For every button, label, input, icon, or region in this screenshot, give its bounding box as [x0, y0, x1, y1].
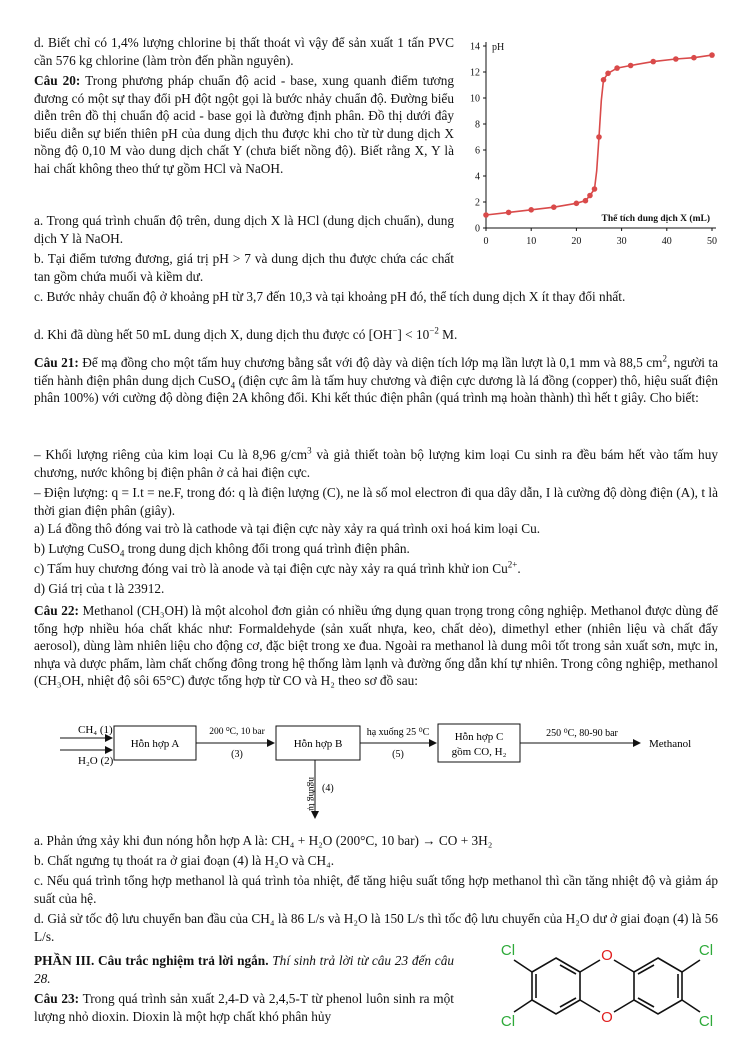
titration-chart-svg — [460, 34, 722, 256]
q21-c-sup: 2+ — [507, 559, 518, 570]
y-tick-label: 14 — [470, 41, 480, 53]
flow-cond-final: 250 ⁰C, 80-90 bar — [546, 728, 618, 739]
x-tick-label: 40 — [661, 236, 672, 247]
q21-note-1 — [34, 446, 718, 481]
data-point — [574, 201, 580, 207]
q21-b-post: trong dung dịch không đổi trong quá trình điện phân. — [124, 541, 410, 556]
q21-b-sub: 4 — [119, 548, 125, 559]
dioxin-cl-top-left: Cl — [500, 942, 516, 959]
q21-b-pre: b) Lượng CuSO — [34, 541, 120, 556]
dioxin-structure — [494, 938, 720, 1042]
q19-option-d: d. Biết chỉ có 1,4% lượng chlorine bị thất thoát vì vậy để sản xuất 1 tấn PVC cần 576 kg chlorine (làm tròn đến phần nguyên). — [34, 35, 454, 68]
part3-note: Thí sinh trả lời từ câu 23 đến câu 28. — [34, 953, 454, 986]
data-point — [583, 198, 589, 204]
q20-option-d — [34, 326, 718, 344]
q22-option-c: c. Nếu quá trình tổng hợp methanol là quá trình tỏa nhiệt, để tăng hiệu suất tổng hợp methanol thì cần tăng nhiệt độ và giảm áp suất của hệ. — [34, 873, 718, 906]
methanol-flow-svg — [34, 722, 718, 828]
y-tick-label: 0 — [475, 223, 480, 235]
q21-c-post: . — [517, 561, 521, 576]
q22-option-d: d. Giả sử tốc độ lưu chuyển ban đầu của CH₄ là 86 L/s và H₂O là 150 L/s thì tốc độ lưu chuyển của H₂O dư ở giai đoạn (4) là 56 L/s. — [34, 911, 718, 944]
q20-option-c: c. Bước nhảy chuẩn độ ở khoảng pH từ 3,7 đến 10,3 và tại khoảng pH đó, thể tích dung dịch X ít thay đổi nhất. — [34, 289, 626, 304]
dioxin-o-bottom: O — [601, 1009, 613, 1026]
q20-option-b: b. Tại điểm tương đương, giá trị pH > 7 và dung dịch thu được chứa các chất tan gồm chứa muối và kiềm dư. — [34, 251, 454, 284]
dioxin-cl-bottom-left: Cl — [500, 1013, 516, 1030]
q21-stem — [34, 354, 718, 407]
flow-step-5: (5) — [392, 749, 404, 760]
q20-d-sup1: − — [392, 325, 398, 336]
flow-box-a-label: Hỗn hợp A — [130, 738, 180, 750]
q20-stem-text: Trong phương pháp chuẩn độ acid - base, xung quanh điểm tương đương có một sự thay đổi pH đột ngột gọi là bước nhảy chuẩn độ. Đường biểu diễn trên đồ thị chuẩn độ acid - base gọi là đường định phân. Đồ thị dưới đây biểu diễn sự biến thiên pH của dung dịch thu được khi cho từ từ dung dịch X nồng độ 0,10 M vào dung dịch chất Y (chưa biết nồng độ). Biết rằng X, Y là hai chất không theo thứ tự gồm HCl và NaOH. — [34, 73, 454, 176]
data-point — [483, 212, 489, 218]
flow-step-3: (3) — [231, 749, 243, 760]
q21-stem-3: (điện cực âm là tấm huy chương và điện cực dương là lá đồng (copper) thô, hiệu suất điện phân 100%) với cường độ dòng điện 2A không đổi. Khi kết thúc điện phân (quá trình mạ hoàn thành) thì hết t giây. Cho biết: — [34, 372, 718, 406]
data-point — [601, 77, 607, 83]
data-point — [528, 207, 534, 213]
methanol-flow-diagram — [34, 722, 718, 828]
q22-stem — [34, 602, 718, 690]
q21-c-pre: c) Tấm huy chương đóng vai trò là anode và tại điện cực này xảy ra quá trình khử ion Cu — [34, 561, 508, 576]
q21-option-d: d) Giá trị của t là 23912. — [34, 581, 165, 596]
part3-title: PHẦN III. Câu trắc nghiệm trả lời ngắn. — [34, 953, 269, 968]
q21-label: Câu 21: — [34, 355, 79, 370]
q20-option-a: a. Trong quá trình chuẩn độ trên, dung dịch X là HCl (dung dịch chuẩn), dung dịch Y là NaOH. — [34, 213, 454, 246]
q21-option-b — [34, 540, 718, 558]
q20-label: Câu 20: — [34, 73, 81, 88]
flow-cond-5: hạ xuống 25 ⁰C — [366, 727, 430, 738]
q22-option-a: a. Phản ứng xảy khi đun nóng hỗn hợp A là: CH₄ + H₂O (200°C, 10 bar) → CO + 3H₂ — [34, 833, 493, 848]
data-point — [650, 59, 656, 65]
q22-option-b: b. Chất ngưng tụ thoát ra ở giai đoạn (4) là H₂O và CH₄. — [34, 853, 335, 868]
flow-input-ch4: CH₄ (1) — [78, 724, 113, 736]
q21-stem-1: Để mạ đồng cho một tấm huy chương bằng sắt với độ dày và diện tích lớp mạ lần lượt là 0,1 mm và 88,5 cm — [78, 355, 663, 370]
y-tick-label: 12 — [470, 67, 480, 79]
q21-note1-pre: – Khối lượng riêng của kim loại Cu là 8,96 g/cm — [34, 447, 308, 462]
titration-chart — [460, 34, 722, 256]
flow-input-h2o: H₂O (2) — [78, 755, 114, 767]
data-point — [709, 52, 715, 58]
y-tick-label: 4 — [475, 171, 480, 183]
x-tick-label: 0 — [483, 236, 489, 247]
q22-label: Câu 22: — [34, 603, 79, 618]
q20-d-sup2: −2 — [429, 325, 439, 336]
q20-d-part3: M. — [438, 327, 458, 342]
flow-condense-label: ngưng tụ — [306, 777, 316, 811]
y-tick-label: 8 — [475, 119, 480, 131]
q21-option-a: a) Lá đồng thô đóng vai trò là cathode và tại điện cực này xảy ra quá trình oxi hoá kim loại Cu. — [34, 521, 541, 536]
flow-box-c-line1: Hỗn hợp C — [454, 731, 504, 743]
q21-note-2: – Điện lượng: q = I.t = ne.F, trong đó: q là điện lượng (C), ne là số mol electron đi qua dây dẫn, I là cường độ dòng điện (A), t là thời gian điện phân (giây). — [34, 485, 718, 518]
dioxin-bonds — [514, 958, 700, 1014]
data-point — [605, 71, 611, 77]
q21-note1-sup: 3 — [307, 445, 312, 456]
data-point — [628, 63, 634, 69]
x-tick-label: 10 — [526, 236, 537, 247]
data-point — [551, 204, 557, 210]
q23-stem — [34, 990, 454, 1025]
flow-box-c-line2: gồm CO, H₂ — [451, 746, 507, 758]
q21-option-c — [34, 560, 718, 578]
q23-label: Câu 23: — [34, 991, 80, 1006]
q21-stem-sup: 2 — [662, 353, 667, 364]
flow-step-4: (4) — [322, 783, 334, 794]
x-tick-label: 20 — [571, 236, 582, 247]
q21-note1-post: và giả thiết toàn bộ lượng kim loại Cu sinh ra đều bám hết vào tấm huy chương, nước không bị điện phân ở cả hai điện cực. — [34, 447, 718, 480]
data-point — [596, 134, 602, 140]
y-axis-label: pH — [492, 42, 505, 53]
dioxin-cl-bottom-right: Cl — [698, 1013, 714, 1030]
data-point — [592, 186, 598, 192]
data-point — [614, 65, 620, 71]
part3-heading — [34, 952, 454, 987]
q20-d-part2: ] < 10 — [397, 327, 430, 342]
x-tick-label: 30 — [616, 236, 627, 247]
flow-product: Methanol — [649, 738, 692, 750]
q20-stem — [34, 72, 454, 178]
data-point — [587, 193, 593, 199]
q21-stem-2: , người ta tiến hành điện phân dung dịch CuSO — [34, 355, 718, 388]
data-point — [506, 210, 512, 216]
y-tick-label: 10 — [470, 93, 480, 105]
dioxin-cl-top-right: Cl — [698, 942, 714, 959]
dioxin-structure-svg — [494, 938, 720, 1042]
x-tick-label: 50 — [707, 236, 717, 247]
q21-stem-sub: 4 — [230, 380, 236, 391]
dioxin-o-top: O — [601, 947, 613, 964]
data-point — [673, 56, 679, 62]
q23-stem-text: Trong quá trình sản xuất 2,4-D và 2,4,5-T từ phenol luôn sinh ra một lượng nhỏ dioxin. Dioxin là một hợp chất khó phân hủy — [34, 991, 454, 1024]
flow-cond-3: 200 ⁰C, 10 bar — [209, 727, 265, 737]
y-tick-label: 6 — [475, 145, 480, 157]
x-axis-label: Thể tích dung dịch X (mL) — [601, 214, 710, 224]
y-tick-label: 2 — [475, 197, 480, 209]
q20-d-part1: d. Khi đã dùng hết 50 mL dung dịch X, dung dịch thu được có [OH — [34, 327, 393, 342]
flow-box-b-label: Hỗn hợp B — [293, 738, 343, 750]
data-point — [691, 55, 697, 61]
q22-stem-text: Methanol (CH₃OH) là một alcohol đơn giản có nhiều ứng dụng quan trọng trong công nghiệp. Methanol được dùng để tổng hợp nhiều hóa chất khác như: Formaldehyde (sản xuất nhựa, keo, chất dẻo), dimethyl ether (nhiên liệu và chất đẩy aerosol), dùng làm nhiên liệu cho động cơ, đặc biệt trong xe đua. Ngoài ra methanol là dung môi tốt trong sản xuất sơn, mực in, nhựa và dược phẩm, làm chất chống đông trong hệ thống làm lạnh và đường ống dẫn khí tự nhiên. Trong công nghiệp, methanol (CH₃OH, nhiệt độ sôi 65°C) được tổng hợp từ CO và H₂ theo sơ đồ sau: — [34, 603, 718, 689]
